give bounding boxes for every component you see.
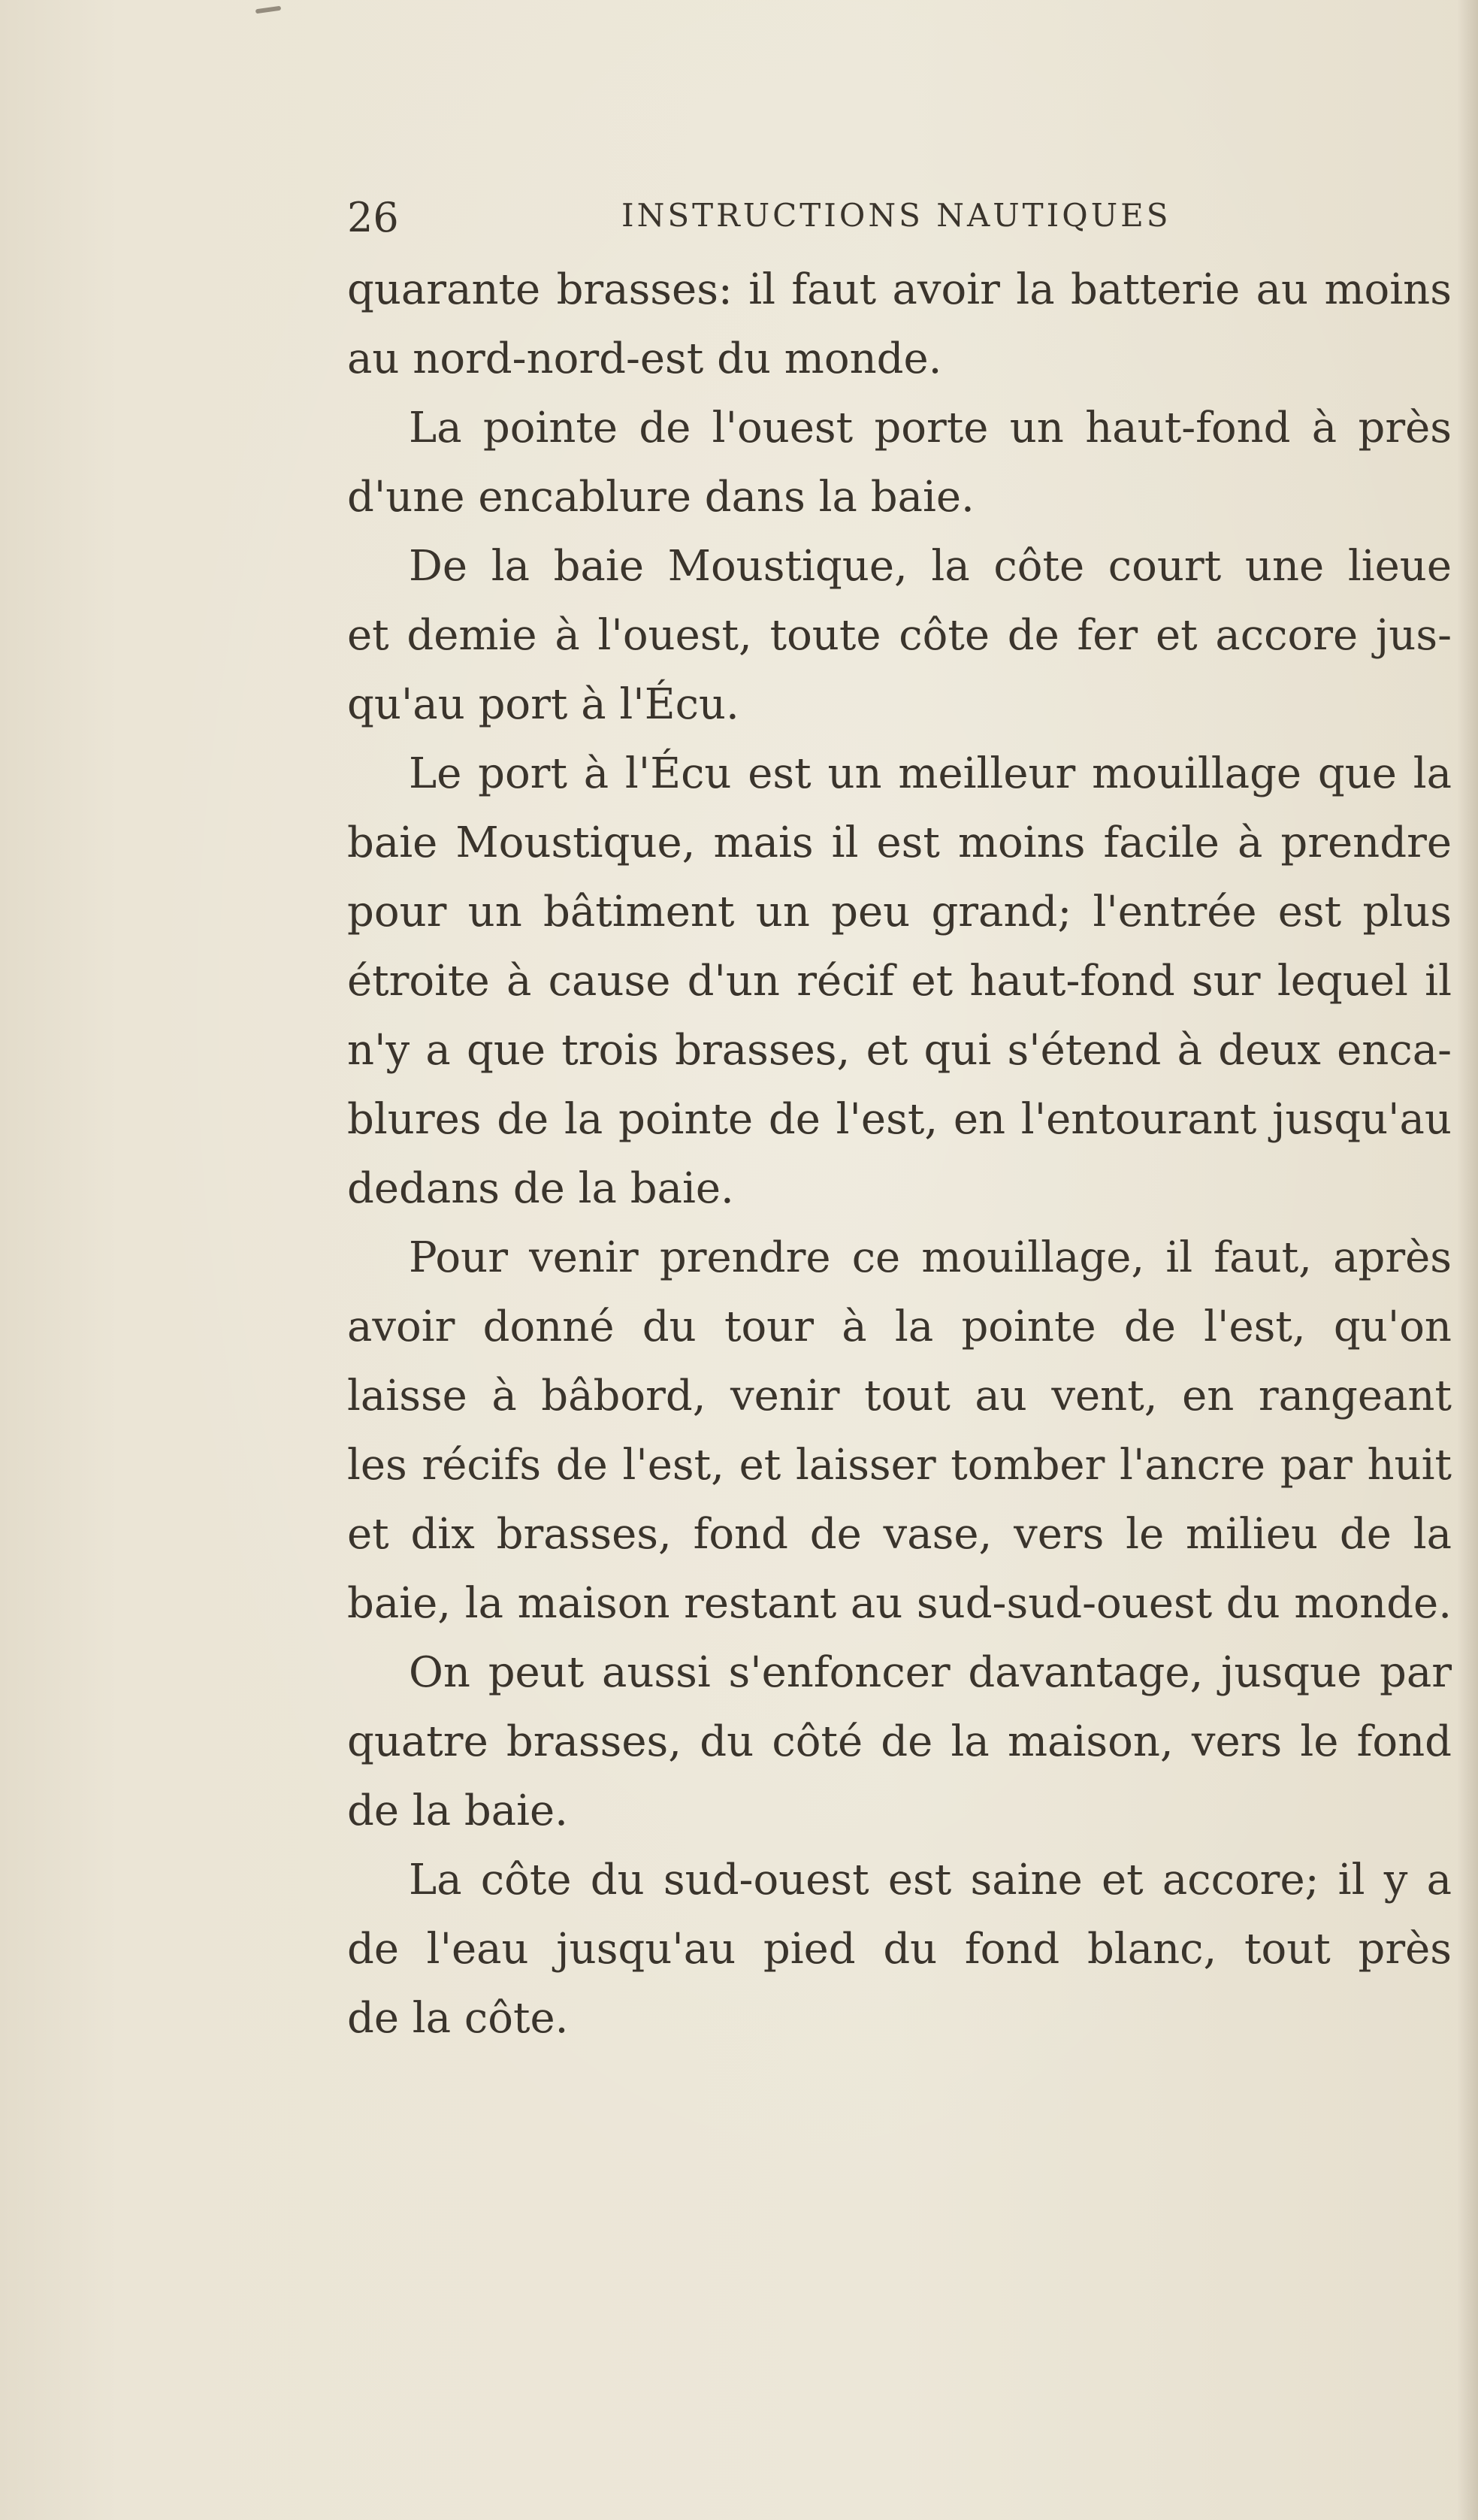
running-title: INSTRUCTIONS NAUTIQUES — [621, 197, 1171, 234]
text-line: Le port à l'Écu est un meilleur mouillage que la — [409, 749, 1452, 798]
body-text — [347, 256, 1452, 2053]
text-line: baie, la maison restant au sud-sud-ouest du monde. — [347, 1579, 1452, 1628]
text-line: avoir donné du tour à la pointe de l'est, qu'on — [347, 1302, 1452, 1351]
text-line: baie Moustique, mais il est moins facile à prendre — [347, 818, 1452, 867]
text-line: quarante brasses: il faut avoir la batterie au moins — [347, 265, 1452, 314]
text-line: d'une encablure dans la baie. — [347, 473, 975, 522]
text-line: n'y a que trois brasses, et qui s'étend à deux enca- — [347, 1026, 1452, 1075]
text-line: et dix brasses, fond de vase, vers le milieu de la — [347, 1510, 1452, 1559]
text-line: étroite à cause d'un récif et haut-fond sur lequel il — [347, 957, 1452, 1006]
text-line: La pointe de l'ouest porte un haut-fond à près — [409, 404, 1452, 452]
text-line: La côte du sud-ouest est saine et accore; il y a — [409, 1856, 1452, 1904]
ink-mark — [255, 6, 282, 14]
text-line: les récifs de l'est, et laisser tomber l'ancre par huit — [347, 1441, 1452, 1490]
running-head — [347, 186, 1174, 247]
text-line: blures de la pointe de l'est, en l'entourant jusqu'au — [347, 1095, 1452, 1144]
text-line: de l'eau jusqu'au pied du fond blanc, tout près — [347, 1925, 1452, 1974]
page-edge-shadow — [1457, 0, 1478, 2520]
text-line: laisse à bâbord, venir tout au vent, en rangeant — [347, 1372, 1452, 1420]
page-number: 26 — [347, 194, 399, 241]
text-line: de la côte. — [347, 1994, 569, 2043]
text-line: dedans de la baie. — [347, 1164, 734, 1213]
text-line: quatre brasses, du côté de la maison, vers le fond — [347, 1717, 1452, 1766]
text-line: On peut aussi s'enfoncer davantage, jusque par — [409, 1648, 1452, 1697]
text-line: De la baie Moustique, la côte court une lieue — [409, 542, 1452, 591]
text-line: pour un bâtiment un peu grand; l'entrée est plus — [347, 888, 1452, 936]
text-line: qu'au port à l'Écu. — [347, 680, 739, 729]
text-line: Pour venir prendre ce mouillage, il faut, après — [409, 1233, 1452, 1282]
text-line: au nord-nord-est du monde. — [347, 334, 942, 383]
text-line: de la baie. — [347, 1786, 568, 1835]
text-line: et demie à l'ouest, toute côte de fer et accore jus- — [347, 611, 1452, 660]
